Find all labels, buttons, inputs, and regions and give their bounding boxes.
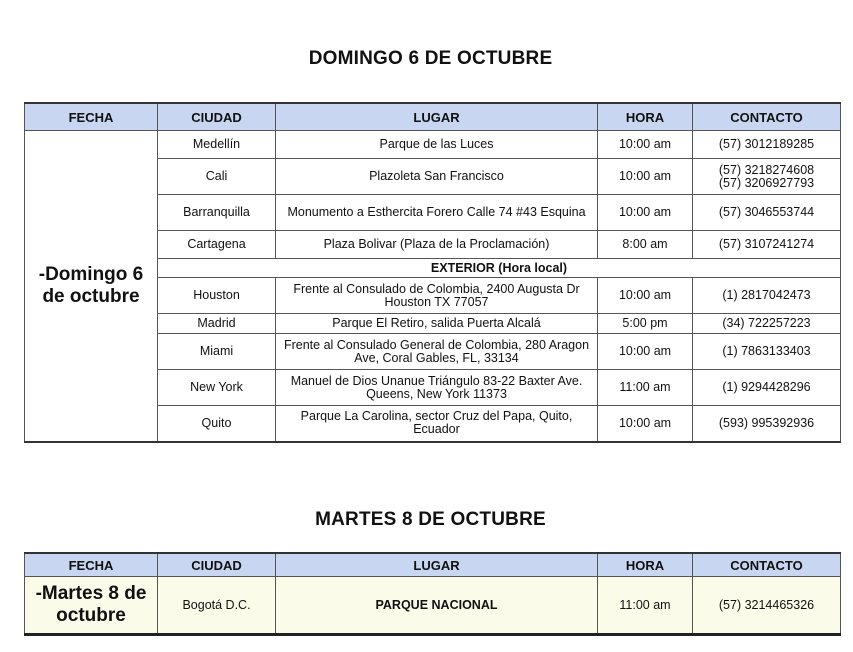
contact-cell: (1) 2817042473 xyxy=(693,278,841,314)
header-fecha: FECHA xyxy=(25,553,158,577)
section-title-domingo: DOMINGO 6 DE OCTUBRE xyxy=(308,48,553,69)
city-cell: Cartagena xyxy=(158,231,276,259)
contact-cell: (57) 3107241274 xyxy=(693,231,841,259)
time-cell: 10:00 am xyxy=(598,406,693,442)
city-cell: Quito xyxy=(158,406,276,442)
section-title-martes: MARTES 8 DE OCTUBRE xyxy=(315,509,546,530)
time-cell: 8:00 am xyxy=(598,231,693,259)
schedule-table-martes xyxy=(24,552,841,636)
time-cell: 10:00 am xyxy=(598,195,693,231)
place-cell: Plaza Bolivar (Plaza de la Proclamación) xyxy=(276,231,598,259)
date-cell: -Domingo 6 de octubre xyxy=(25,131,158,442)
contact-cell: (34) 722257223 xyxy=(693,314,841,334)
contact-cell: (57) 3012189285 xyxy=(693,131,841,159)
time-cell: 10:00 am xyxy=(598,131,693,159)
contact-cell: (1) 7863133403 xyxy=(693,334,841,370)
place-cell: Frente al Consulado de Colombia, 2400 Augusta Dr Houston TX 77057 xyxy=(276,278,598,314)
time-cell: 11:00 am xyxy=(598,577,693,635)
contact-cell: (57) 3218274608 (57) 3206927793 xyxy=(693,159,841,195)
table-header-row xyxy=(25,553,841,577)
place-cell: Parque La Carolina, sector Cruz del Papa, Quito, Ecuador xyxy=(276,406,598,442)
contact-cell: (1) 9294428296 xyxy=(693,370,841,406)
header-contacto: CONTACTO xyxy=(693,553,841,577)
header-lugar: LUGAR xyxy=(276,103,598,131)
place-cell: Parque de las Luces xyxy=(276,131,598,159)
table-row xyxy=(25,131,841,159)
city-cell: Miami xyxy=(158,334,276,370)
table-row xyxy=(25,577,841,635)
header-hora: HORA xyxy=(598,553,693,577)
exterior-heading: EXTERIOR (Hora local) xyxy=(158,259,841,278)
city-cell: Bogotá D.C. xyxy=(158,577,276,635)
table-header-row xyxy=(25,103,841,131)
city-cell: Madrid xyxy=(158,314,276,334)
contact-cell: (593) 995392936 xyxy=(693,406,841,442)
time-cell: 11:00 am xyxy=(598,370,693,406)
city-cell: New York xyxy=(158,370,276,406)
time-cell: 10:00 am xyxy=(598,159,693,195)
contact-cell: (57) 3046553744 xyxy=(693,195,841,231)
schedule-table-domingo xyxy=(24,102,841,443)
time-cell: 5:00 pm xyxy=(598,314,693,334)
time-cell: 10:00 am xyxy=(598,278,693,314)
place-cell: Manuel de Dios Unanue Triángulo 83-22 Baxter Ave. Queens, New York 11373 xyxy=(276,370,598,406)
header-fecha: FECHA xyxy=(25,103,158,131)
place-cell: Plazoleta San Francisco xyxy=(276,159,598,195)
header-ciudad: CIUDAD xyxy=(158,103,276,131)
place-cell: PARQUE NACIONAL xyxy=(276,577,598,635)
header-contacto: CONTACTO xyxy=(693,103,841,131)
contact-cell: (57) 3214465326 xyxy=(693,577,841,635)
place-cell: Frente al Consulado General de Colombia, 280 Aragon Ave, Coral Gables, FL, 33134 xyxy=(276,334,598,370)
time-cell: 10:00 am xyxy=(598,334,693,370)
city-cell: Medellín xyxy=(158,131,276,159)
place-cell: Monumento a Esthercita Forero Calle 74 #43 Esquina xyxy=(276,195,598,231)
header-lugar: LUGAR xyxy=(276,553,598,577)
header-hora: HORA xyxy=(598,103,693,131)
place-cell: Parque El Retiro, salida Puerta Alcalá xyxy=(276,314,598,334)
city-cell: Houston xyxy=(158,278,276,314)
header-ciudad: CIUDAD xyxy=(158,553,276,577)
date-cell: -Martes 8 de octubre xyxy=(25,577,158,635)
city-cell: Barranquilla xyxy=(158,195,276,231)
city-cell: Cali xyxy=(158,159,276,195)
